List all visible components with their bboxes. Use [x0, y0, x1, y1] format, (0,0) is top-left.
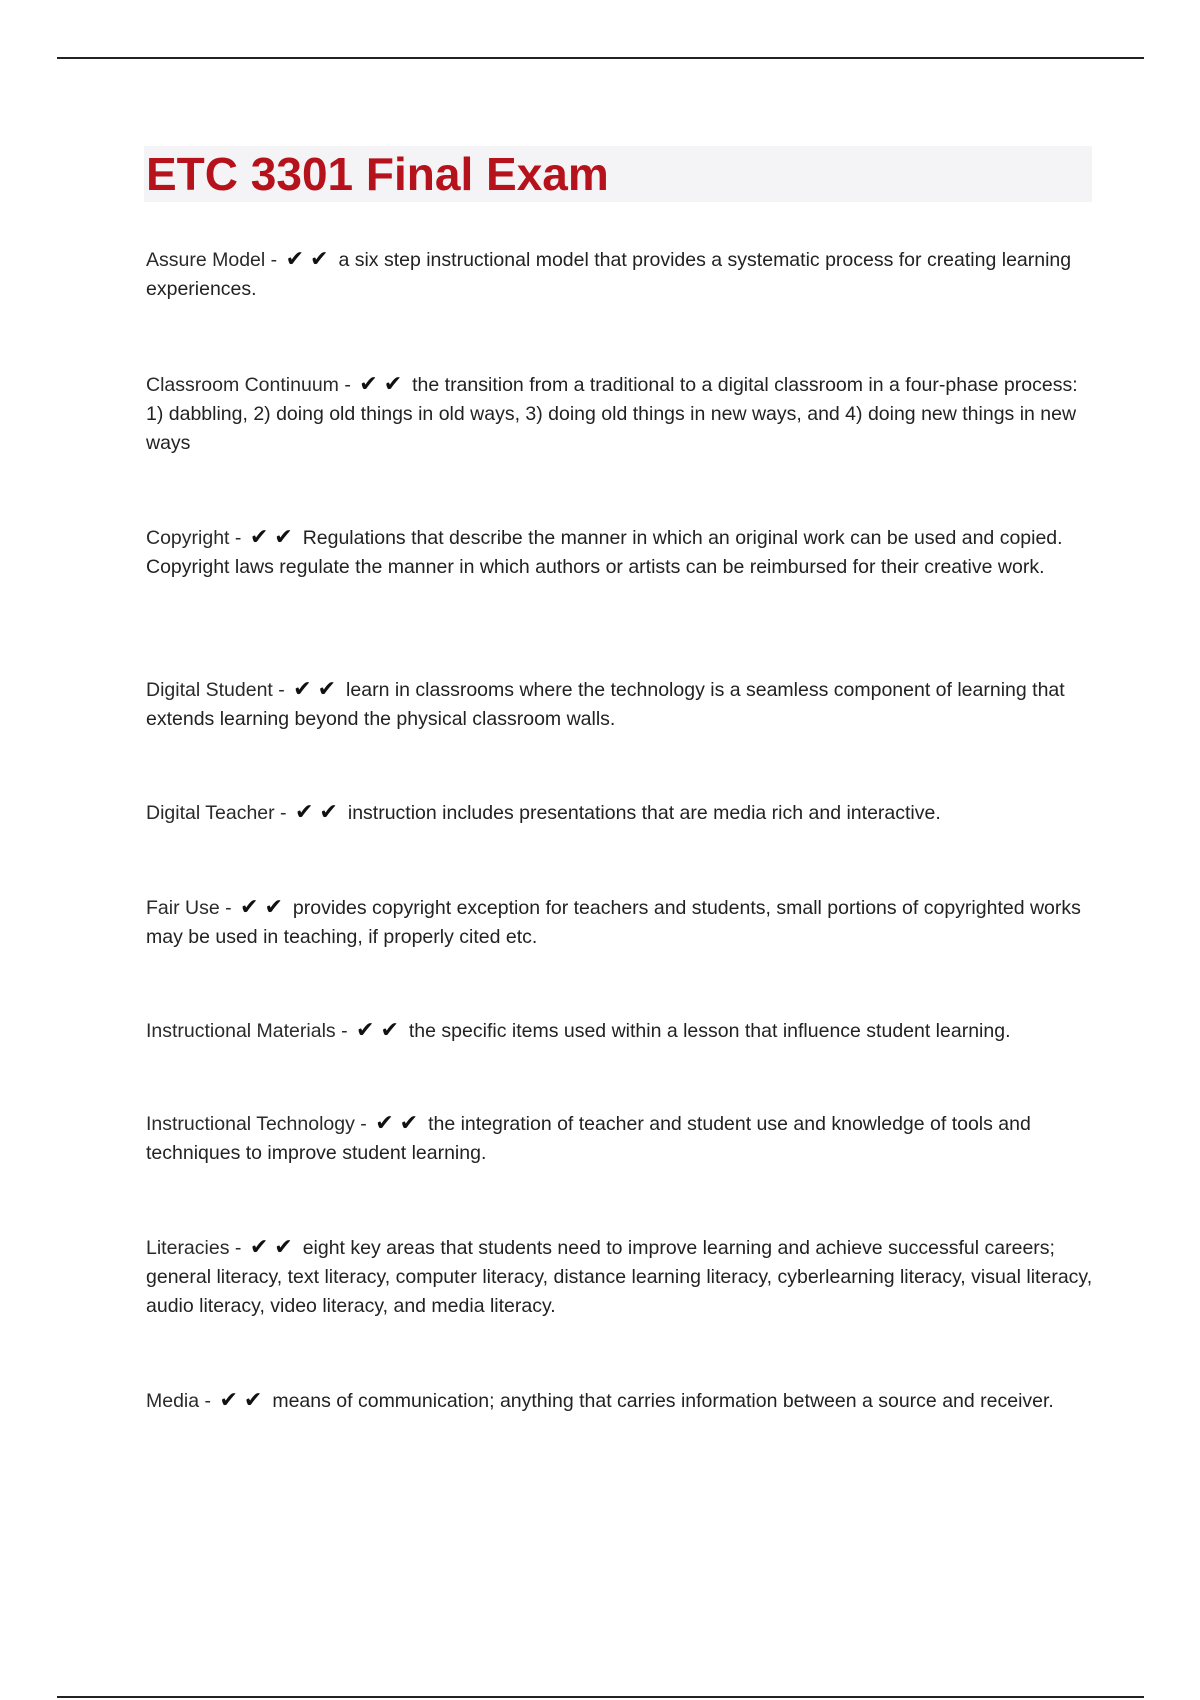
- double-check-icon: ✔✔: [285, 246, 335, 271]
- entry-definition: the specific items used within a lesson that influence student learning.: [408, 1020, 1011, 1042]
- glossary-entry: [146, 369, 1096, 458]
- double-check-icon: ✔✔: [356, 1017, 405, 1042]
- glossary-entry: [146, 1232, 1096, 1321]
- entry-definition: a six step instructional model that provides a systematic process for creating learning experiences.: [146, 249, 1072, 300]
- glossary-entry: [146, 522, 1096, 582]
- entry-definition: means of communication; anything that carries information between a source and receiver.: [272, 1390, 1054, 1412]
- entry-term: Assure Model: [146, 249, 266, 271]
- double-check-icon: ✔✔: [249, 524, 299, 549]
- entry-definition: learn in classrooms where the technology is a seamless component of learning that extends learning beyond the physical classroom walls.: [146, 679, 1065, 730]
- double-check-icon: ✔✔: [219, 1387, 269, 1412]
- entry-term: Digital Student: [146, 679, 273, 701]
- entry-separator: -: [199, 1390, 217, 1412]
- double-check-icon: ✔✔: [294, 799, 344, 824]
- page-title: ETC 3301 Final Exam: [146, 148, 609, 200]
- entry-term: Literacies: [146, 1237, 230, 1259]
- entry-separator: -: [272, 679, 291, 701]
- entry-separator: -: [354, 1113, 373, 1135]
- entry-term: Classroom Continuum: [146, 374, 339, 396]
- glossary-entry: [146, 244, 1096, 304]
- entry-term: Instructional Materials: [146, 1020, 336, 1042]
- double-check-icon: ✔✔: [359, 371, 409, 396]
- glossary-entry: [146, 797, 1096, 828]
- double-check-icon: ✔✔: [293, 676, 343, 701]
- entry-separator: -: [229, 1237, 247, 1259]
- entry-definition: the transition from a traditional to a digital classroom in a four-phase process: 1) dabbling, 2) doing old things in old ways, 3) doing old things in new ways, and 4) doing new things in new ways: [146, 374, 1078, 454]
- glossary-entry: [146, 1385, 1096, 1416]
- glossary-entry: [146, 892, 1096, 952]
- top-divider: [57, 57, 1144, 59]
- entry-separator: -: [335, 1020, 354, 1042]
- entry-definition: the integration of teacher and student use and knowledge of tools and techniques to improve student learning.: [146, 1113, 1031, 1164]
- entry-definition: eight key areas that students need to improve learning and achieve successful careers; general literacy, text literacy, computer literacy, distance learning literacy, cyberlearning literacy, visual literacy, audio literacy, video literacy, and media literacy.: [146, 1237, 1093, 1317]
- entry-separator: -: [274, 802, 292, 824]
- double-check-icon: ✔✔: [375, 1110, 425, 1135]
- entry-definition: Regulations that describe the manner in which an original work can be used and copied. Copyright laws regulate the manner in which authors or artists can be reimbursed for their creative work.: [146, 527, 1063, 578]
- entry-term: Copyright: [146, 527, 230, 549]
- entry-separator: -: [265, 249, 283, 271]
- entry-term: Instructional Technology: [146, 1113, 355, 1135]
- glossary-entry: [146, 1108, 1096, 1168]
- entry-separator: -: [219, 897, 238, 919]
- double-check-icon: ✔✔: [249, 1234, 299, 1259]
- entry-term: Media: [146, 1390, 200, 1412]
- glossary-entry: [146, 674, 1096, 734]
- entry-separator: -: [229, 527, 247, 549]
- entry-term: Fair Use: [146, 897, 220, 919]
- bottom-divider: [57, 1696, 1144, 1698]
- entry-separator: -: [338, 374, 357, 396]
- entry-definition: provides copyright exception for teachers and students, small portions of copyrighted works may be used in teaching, if properly cited etc.: [146, 897, 1081, 948]
- double-check-icon: ✔✔: [240, 894, 289, 919]
- entry-term: Digital Teacher: [146, 802, 275, 824]
- entry-definition: instruction includes presentations that are media rich and interactive.: [347, 802, 941, 824]
- glossary-entry: [146, 1015, 1096, 1046]
